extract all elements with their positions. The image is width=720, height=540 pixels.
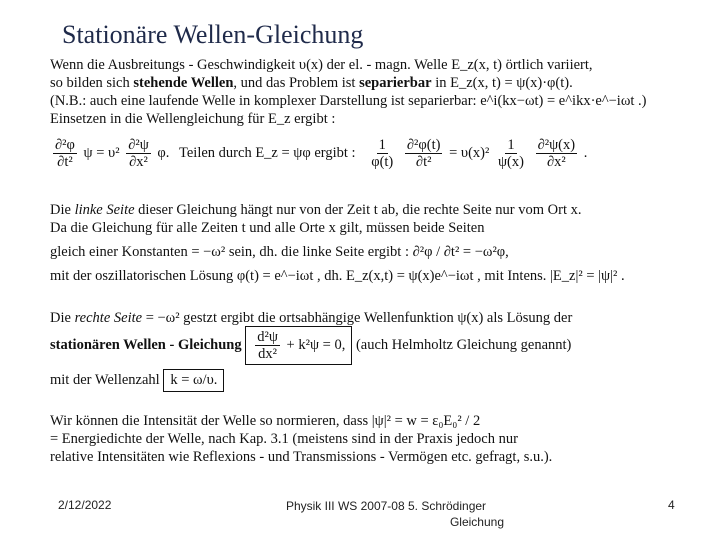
term-standing-waves: stehende Wellen [133, 75, 234, 91]
intro-line-1: Wenn die Ausbreitungs - Geschwindigkeit υ(x) der el. - magn. Welle E_z(x, t) örtlich variiert, [50, 57, 593, 73]
separation-line-2: Da die Gleichung für alle Zeiten t und alle Orte x gilt, müssen beide Seiten [50, 220, 485, 236]
footer-date: 2/12/2022 [58, 498, 112, 512]
wavenumber-line: mit der Wellenzahl k = ω/υ. [50, 369, 224, 392]
separation-line-4: mit der oszillatorischen Lösung φ(t) = e^−iωt , dh. E_z(x,t) = ψ(x)e^−iωt , mit Intens. |E_z|² = |ψ|² . [50, 268, 625, 284]
term-stationary-wave-equation: stationären Wellen - Gleichung [50, 336, 242, 353]
intro-line-3: (N.B.: auch eine laufende Welle in komplexer Darstellung ist separierbar: e^i(kx−ωt) = e^ikx·e^−iωt .) [50, 93, 647, 109]
helmholtz-line: stationären Wellen - Gleichung $\frac{\text{d²ψ}}{\text{dx²}}$ + k²ψ = 0, (auch Helmholtz Gleichung genannt) [50, 326, 571, 365]
d2phi-dt2-fraction: $\frac{\text{∂²φ}}{\text{∂t²}}$ [55, 137, 75, 170]
intro-line-4: Einsetzen in die Wellengleichung für E_z ergibt : [50, 111, 336, 127]
separation-line-3: gleich einer Konstanten = −ω² sein, dh. die linke Seite ergibt : ∂²φ / ∂t² = −ω²φ, [50, 244, 509, 260]
intro-paragraph [50, 56, 647, 128]
d2psi-dx2-total-fraction: $\frac{\text{d²ψ}}{\text{dx²}}$ [257, 329, 278, 362]
term-separable: separierbar [359, 75, 432, 91]
slide-title: Stationäre Wellen-Gleichung [62, 20, 364, 49]
d2psi-dx2-fraction: $\frac{\text{∂²ψ}}{\text{∂x²}}$ [128, 137, 149, 170]
wavenumber-box: k = ω/υ. [163, 369, 224, 392]
intro-line-2: so bilden sich stehende Wellen, und das Problem ist separierbar in E_z(x, t) = ψ(x)·φ(t). [50, 75, 573, 91]
intensity-paragraph [50, 412, 552, 466]
d2psi-fraction: $\frac{\text{∂²ψ(x)}}{\text{∂x²}}$ [537, 137, 576, 170]
wave-equation-line: $\frac{\text{∂²φ}}{\text{∂t²}}$ ψ = υ² $\frac{\text{∂²ψ}}{\text{∂x²}}$ φ. Teilen durch E_z = ψφ ergibt : $\frac{1}{\varphi(t)}$ $\frac{\text{∂²φ(t)}}{\text{∂t²}}$ = υ(x)² $\frac{1}{\psi(x)}$ $\frac{\text{∂²ψ(x)}}{\text{∂x²}}$ . [55, 137, 588, 170]
one-over-phi-fraction: $\frac{1}{\varphi(t)}$ [371, 137, 394, 170]
footer-course: Physik III WS 2007-08 5. Schrödinger Gleichung [285, 499, 504, 529]
footer-page-number: 4 [668, 498, 675, 512]
intensity-line-1: Wir können die Intensität der Welle so normieren, dass |ψ|² = w = ε₀E₀² / 2 [50, 413, 481, 429]
stationary-line-1: Die rechte Seite = −ω² gestzt ergibt die ortsabhängige Wellenfunktion ψ(x) als Lösung der [50, 310, 573, 326]
intensity-line-2: = Energiedichte der Welle, nach Kap. 3.1 (meistens sind in der Praxis jedoch nur [50, 431, 518, 447]
separation-line-1: Die linke Seite dieser Gleichung hängt nur von der Zeit t ab, die rechte Seite nur vom Ort x. [50, 202, 582, 218]
one-over-psi-fraction: $\frac{1}{\psi(x)}$ [497, 137, 524, 170]
separation-paragraph [50, 201, 625, 285]
term-right-side: rechte Seite [74, 310, 143, 326]
intensity-line-3: relative Intensitäten wie Reflexions - und Transmissions - Vermögen etc. gefragt, s.u.). [50, 449, 553, 465]
term-left-side: linke Seite [74, 202, 135, 218]
d2phi-fraction: $\frac{\text{∂²φ(t)}}{\text{∂t²}}$ [406, 137, 441, 170]
helmholtz-equation-box: $\frac{\text{d²ψ}}{\text{dx²}}$ + k²ψ = 0, [245, 326, 352, 365]
stationary-paragraph [50, 309, 572, 327]
